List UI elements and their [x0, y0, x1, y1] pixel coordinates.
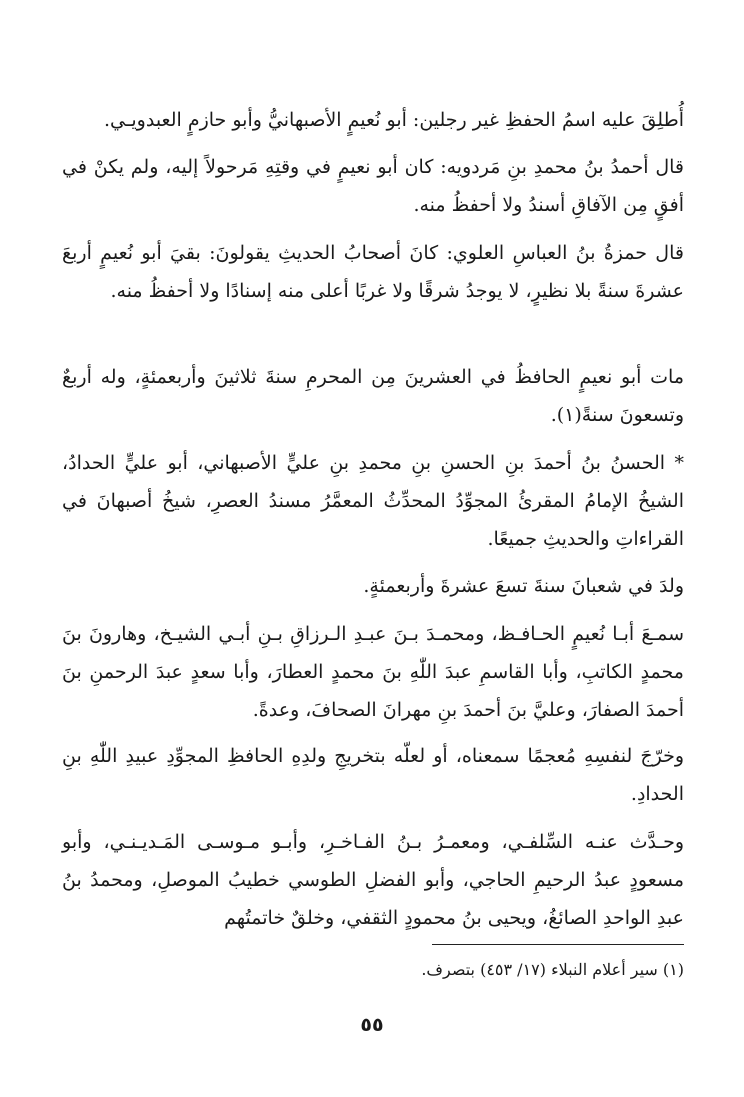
paragraph-1: أُطلِقَ عليه اسمُ الحفظِ غير رجلين: أبو نُعيمٍ الأصبهانيُّ وأبو حازمٍ العبدويـي.	[103, 109, 684, 131]
footnote: (١) سير أعلام النبلاء (١٧/ ٤٥٣) بتصرف.	[421, 960, 684, 979]
page-number: ٥٥	[360, 1014, 384, 1036]
paragraph-5: * الحسنُ بنُ أحمدَ بنِ الحسنِ بنِ محمدِ بنِ عليٍّ الأصبهاني، أبو عليٍّ الحدادُ، الشيخُ الإمامُ المقرئُ المجوِّدُ المحدِّثُ المعمَّرُ مسندُ العصرِ، شيخُ أصبهانَ في القراءاتِ والحديثِ جميعًا.	[62, 452, 684, 550]
footnote-divider	[432, 944, 684, 945]
paragraph-8: وخرّجَ لنفسِهِ مُعجمًا سمعناه، أو لعلّه بتخريجِ ولدِهِ الحافظِ المجوِّدِ عبيدِ اللّٰهِ بنِ الحدادِ.	[62, 745, 684, 805]
paragraph-3: قال حمزةُ بنُ العباسِ العلوي: كانَ أصحابُ الحديثِ يقولونَ: بقيَ أبو نُعيمٍ أربعَ عشرةَ سنةً بلا نظيرٍ، لا يوجدُ شرقًا ولا غربًا أعلى منه إسنادًا ولا أحفظُ منه.	[62, 242, 684, 302]
paragraph-4: مات أبو نعيمٍ الحافظُ في العشرينَ مِن المحرمِ سنةَ ثلاثينَ وأربعمئةٍ، وله أربعٌ وتسعونَ سنةً(١).	[62, 366, 684, 426]
paragraph-2: قال أحمدُ بنُ محمدِ بنِ مَردويه: كان أبو نعيمٍ في وقتِهِ مَرحولاً إليه، ولم يكنْ في أفقٍ مِن الآفاقِ أسندُ ولا أحفظُ منه.	[62, 156, 685, 216]
paragraph-9: وحـدَّث عنـه السِّلفـي، ومعمـرُ بـنُ الفـاخـرِ، وأبـو مـوسـى المَـديـنـي، وأبو مسعودٍ عبدُ الرحيمِ الحاجي، وأبو الفضلِ الطوسي خطيبُ الموصلِ، ومحمدُ بنُ عبدِ الواحدِ الصائغُ، ويحيى بنُ محمودٍ الثقفي، وخلقٌ خاتمتُهم	[62, 831, 684, 929]
paragraph-6: ولدَ في شعبانَ سنةَ تسعَ عشرةَ وأربعمئةٍ.	[363, 575, 684, 597]
paragraph-7: سمـعَ أبـا نُعيمٍ الحـافـظ، ومحمـدَ بـنَ عبـدِ الـرزاقِ بـنِ أبـي الشيـخ، وهارونَ بنَ محمدٍ الكاتبِ، وأبا القاسمِ عبدَ اللّٰهِ بنَ محمدٍ العطارَ، وأبا سعدٍ عبدَ الرحمنِ بنَ أحمدَ الصفارَ، وعليَّ بنَ أحمدَ بنِ مهرانَ الصحافَ، وعدةً.	[62, 623, 684, 721]
